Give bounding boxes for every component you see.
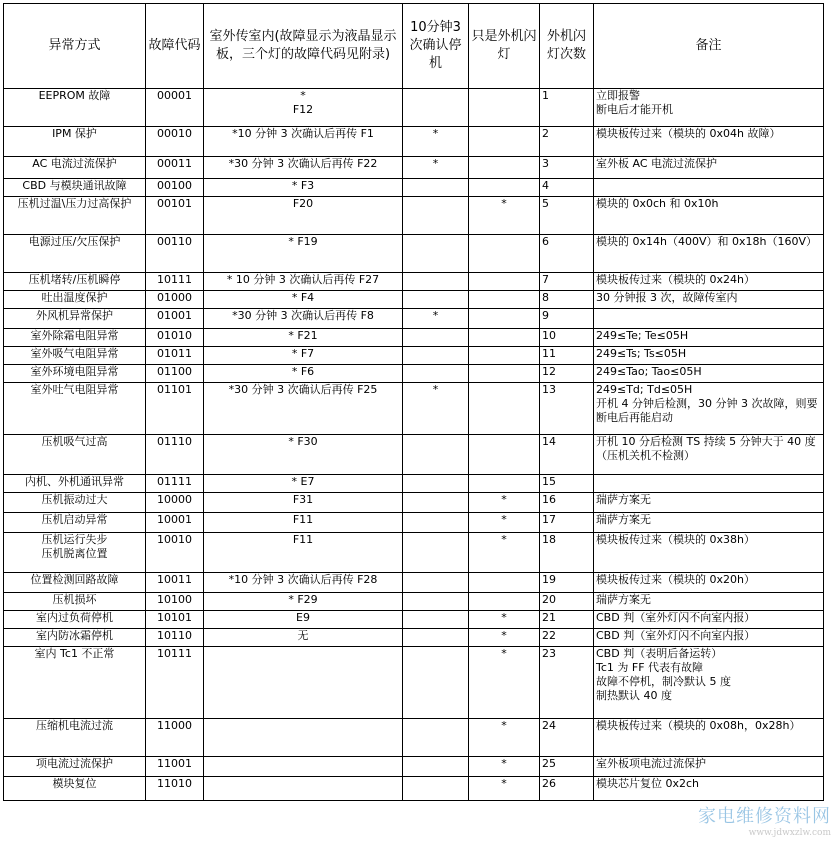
cell-confirm-mark xyxy=(403,89,469,127)
cell-flash-mark xyxy=(469,475,540,493)
table-row xyxy=(4,309,824,329)
cell-confirm-mark xyxy=(403,777,469,801)
cell-flash-mark xyxy=(469,573,540,593)
cell-fault-code: 00100 xyxy=(146,179,204,197)
cell-flash-count: 16 xyxy=(540,493,594,513)
cell-confirm-mark xyxy=(403,179,469,197)
cell-remark: 30 分钟报 3 次，故障传室内 xyxy=(594,291,824,309)
cell-flash-mark: * xyxy=(469,757,540,777)
cell-flash-mark xyxy=(469,157,540,179)
cell-indoor-code: * F7 xyxy=(204,347,403,365)
table-row xyxy=(4,435,824,475)
cell-confirm-mark xyxy=(403,291,469,309)
cell-indoor-code: E9 xyxy=(204,611,403,629)
cell-fault-mode: 压机损坏 xyxy=(4,593,146,611)
table-row xyxy=(4,347,824,365)
cell-fault-code: 10100 xyxy=(146,593,204,611)
cell-flash-count: 12 xyxy=(540,365,594,383)
cell-remark: 249≤Te; Te≤05H xyxy=(594,329,824,347)
cell-flash-count: 4 xyxy=(540,179,594,197)
cell-flash-mark xyxy=(469,273,540,291)
cell-flash-count: 8 xyxy=(540,291,594,309)
cell-confirm-mark xyxy=(403,235,469,273)
cell-confirm-mark: * xyxy=(403,383,469,435)
cell-confirm-mark xyxy=(403,347,469,365)
cell-confirm-mark xyxy=(403,611,469,629)
cell-fault-code: 01101 xyxy=(146,383,204,435)
cell-indoor-code: *30 分钟 3 次确认后再传 F22 xyxy=(204,157,403,179)
cell-indoor-code: F20 xyxy=(204,197,403,235)
cell-remark: 249≤Td; Td≤05H 开机 4 分钟后检测，30 分钟 3 次故障，则要断电后再能启动 xyxy=(594,383,824,435)
cell-flash-mark: * xyxy=(469,513,540,533)
cell-fault-code: 01011 xyxy=(146,347,204,365)
cell-fault-mode: 室内防冰霜停机 xyxy=(4,629,146,647)
cell-fault-mode: 室内 Tc1 不正常 xyxy=(4,647,146,719)
cell-remark: 模块板传过来（模块的 0x24h） xyxy=(594,273,824,291)
cell-flash-count: 20 xyxy=(540,593,594,611)
cell-flash-mark xyxy=(469,89,540,127)
cell-confirm-mark xyxy=(403,757,469,777)
cell-fault-code: 11010 xyxy=(146,777,204,801)
cell-fault-code: 00010 xyxy=(146,127,204,157)
cell-flash-mark: * xyxy=(469,629,540,647)
cell-fault-mode: 压机运行失步 压机脱离位置 xyxy=(4,533,146,573)
cell-flash-mark xyxy=(469,347,540,365)
cell-flash-count: 25 xyxy=(540,757,594,777)
cell-flash-mark xyxy=(469,329,540,347)
cell-flash-count: 17 xyxy=(540,513,594,533)
cell-flash-count: 7 xyxy=(540,273,594,291)
cell-flash-count: 22 xyxy=(540,629,594,647)
cell-flash-count: 19 xyxy=(540,573,594,593)
table-row xyxy=(4,629,824,647)
cell-confirm-mark: * xyxy=(403,127,469,157)
cell-flash-count: 15 xyxy=(540,475,594,493)
cell-flash-count: 26 xyxy=(540,777,594,801)
table-row xyxy=(4,647,824,719)
cell-remark: 模块的 0x0ch 和 0x10h xyxy=(594,197,824,235)
cell-remark: 249≤Ts; Ts≤05H xyxy=(594,347,824,365)
watermark xyxy=(698,802,831,838)
table-row xyxy=(4,127,824,157)
cell-indoor-code: * F19 xyxy=(204,235,403,273)
cell-flash-count: 11 xyxy=(540,347,594,365)
cell-remark: 开机 10 分后检测 TS 持续 5 分钟大于 40 度（压机关机不检测） xyxy=(594,435,824,475)
cell-fault-mode: 位置检测回路故障 xyxy=(4,573,146,593)
cell-confirm-mark xyxy=(403,329,469,347)
cell-indoor-code: *30 分钟 3 次确认后再传 F8 xyxy=(204,309,403,329)
cell-confirm-mark xyxy=(403,197,469,235)
cell-confirm-mark xyxy=(403,593,469,611)
table-row xyxy=(4,383,824,435)
table-row xyxy=(4,291,824,309)
table-row xyxy=(4,475,824,493)
cell-remark xyxy=(594,309,824,329)
cell-fault-mode: 压机过温\压力过高保护 xyxy=(4,197,146,235)
header-fault-mode: 异常方式 xyxy=(4,4,146,89)
cell-flash-mark xyxy=(469,291,540,309)
cell-flash-count: 24 xyxy=(540,719,594,757)
table-row xyxy=(4,719,824,757)
cell-indoor-code: * F29 xyxy=(204,593,403,611)
watermark-title: 家电维修资料网 xyxy=(698,806,831,827)
cell-flash-mark xyxy=(469,383,540,435)
cell-flash-mark: * xyxy=(469,611,540,629)
cell-remark: 立即报警 断电后才能开机 xyxy=(594,89,824,127)
cell-flash-mark: * xyxy=(469,647,540,719)
cell-fault-mode: 室外吸气电阻异常 xyxy=(4,347,146,365)
cell-remark: 室外板项电流过流保护 xyxy=(594,757,824,777)
cell-fault-mode: 室外吐气电阻异常 xyxy=(4,383,146,435)
table-row xyxy=(4,493,824,513)
cell-confirm-mark: * xyxy=(403,309,469,329)
cell-flash-count: 10 xyxy=(540,329,594,347)
cell-flash-count: 1 xyxy=(540,89,594,127)
cell-remark xyxy=(594,475,824,493)
header-outdoor-to-indoor: 室外传室内(故障显示为液晶显示板，三个灯的故障代码见附录) xyxy=(204,4,403,89)
cell-flash-count: 14 xyxy=(540,435,594,475)
cell-flash-mark: * xyxy=(469,493,540,513)
cell-flash-count: 23 xyxy=(540,647,594,719)
cell-fault-mode: 室外除霜电阻异常 xyxy=(4,329,146,347)
cell-fault-mode: 模块复位 xyxy=(4,777,146,801)
cell-fault-code: 10010 xyxy=(146,533,204,573)
cell-remark: 模块芯片复位 0x2ch xyxy=(594,777,824,801)
cell-indoor-code xyxy=(204,777,403,801)
cell-flash-mark xyxy=(469,593,540,611)
cell-fault-code: 10000 xyxy=(146,493,204,513)
cell-remark: 模块的 0x14h（400V）和 0x18h（160V） xyxy=(594,235,824,273)
cell-confirm-mark xyxy=(403,365,469,383)
cell-indoor-code: F11 xyxy=(204,533,403,573)
table-row xyxy=(4,593,824,611)
table-row xyxy=(4,573,824,593)
cell-remark: 瑞萨方案无 xyxy=(594,593,824,611)
cell-flash-mark: * xyxy=(469,197,540,235)
table-row xyxy=(4,273,824,291)
cell-flash-mark xyxy=(469,435,540,475)
cell-fault-mode: 压机堵转/压机瞬停 xyxy=(4,273,146,291)
cell-flash-count: 9 xyxy=(540,309,594,329)
cell-remark: 模块板传过来（模块的 0x08h，0x28h） xyxy=(594,719,824,757)
cell-flash-mark: * xyxy=(469,719,540,757)
header-remark: 备注 xyxy=(594,4,824,89)
cell-fault-mode: IPM 保护 xyxy=(4,127,146,157)
table-row xyxy=(4,157,824,179)
cell-fault-mode: AC 电流过流保护 xyxy=(4,157,146,179)
cell-indoor-code: * F30 xyxy=(204,435,403,475)
cell-indoor-code xyxy=(204,719,403,757)
cell-indoor-code: * 10 分钟 3 次确认后再传 F27 xyxy=(204,273,403,291)
cell-flash-mark xyxy=(469,309,540,329)
cell-remark: 模块板传过来（模块的 0x04h 故障） xyxy=(594,127,824,157)
cell-remark: CBD 判（表明后备运转） Tc1 为 FF 代表有故障 故障不停机，制冷默认 5 度 制热默认 40 度 xyxy=(594,647,824,719)
cell-fault-code: 01000 xyxy=(146,291,204,309)
cell-indoor-code: F11 xyxy=(204,513,403,533)
cell-flash-count: 21 xyxy=(540,611,594,629)
cell-indoor-code: * E7 xyxy=(204,475,403,493)
table-row xyxy=(4,513,824,533)
cell-indoor-code: * F6 xyxy=(204,365,403,383)
table-row xyxy=(4,611,824,629)
cell-fault-mode: 外风机异常保护 xyxy=(4,309,146,329)
cell-indoor-code: * F4 xyxy=(204,291,403,309)
cell-remark: CBD 判（室外灯闪不向室内报） xyxy=(594,629,824,647)
cell-fault-code: 11001 xyxy=(146,757,204,777)
cell-indoor-code: * F21 xyxy=(204,329,403,347)
cell-indoor-code: *10 分钟 3 次确认后再传 F1 xyxy=(204,127,403,157)
cell-flash-mark xyxy=(469,179,540,197)
cell-fault-code: 01111 xyxy=(146,475,204,493)
table-row xyxy=(4,329,824,347)
cell-fault-code: 01001 xyxy=(146,309,204,329)
cell-remark: 瑞萨方案无 xyxy=(594,493,824,513)
cell-indoor-code: * F3 xyxy=(204,179,403,197)
cell-flash-count: 2 xyxy=(540,127,594,157)
cell-fault-mode: EEPROM 故障 xyxy=(4,89,146,127)
cell-indoor-code: *10 分钟 3 次确认后再传 F28 xyxy=(204,573,403,593)
cell-fault-code: 10011 xyxy=(146,573,204,593)
table-row xyxy=(4,757,824,777)
cell-remark: CBD 判（室外灯闪不向室内报） xyxy=(594,611,824,629)
cell-remark: 模块板传过来（模块的 0x20h） xyxy=(594,573,824,593)
header-fault-code: 故障代码 xyxy=(146,4,204,89)
cell-fault-mode: 室外环境电阻异常 xyxy=(4,365,146,383)
cell-indoor-code: 无 xyxy=(204,629,403,647)
cell-remark: 室外板 AC 电流过流保护 xyxy=(594,157,824,179)
header-flash-count: 外机闪灯次数 xyxy=(540,4,594,89)
table-row xyxy=(4,777,824,801)
cell-fault-code: 10110 xyxy=(146,629,204,647)
cell-flash-count: 18 xyxy=(540,533,594,573)
table-row xyxy=(4,89,824,127)
cell-confirm-mark xyxy=(403,513,469,533)
cell-confirm-mark xyxy=(403,533,469,573)
cell-confirm-mark xyxy=(403,573,469,593)
table-row xyxy=(4,197,824,235)
cell-fault-code: 10111 xyxy=(146,647,204,719)
cell-indoor-code xyxy=(204,757,403,777)
table-body xyxy=(4,89,824,801)
cell-fault-code: 01110 xyxy=(146,435,204,475)
header-row xyxy=(4,4,824,89)
cell-flash-mark xyxy=(469,127,540,157)
cell-remark: 模块板传过来（模块的 0x38h） xyxy=(594,533,824,573)
header-confirm-stop: 10分钟3次确认停机 xyxy=(403,4,469,89)
table-row xyxy=(4,179,824,197)
cell-flash-count: 5 xyxy=(540,197,594,235)
cell-indoor-code xyxy=(204,647,403,719)
cell-fault-code: 11000 xyxy=(146,719,204,757)
cell-remark: 瑞萨方案无 xyxy=(594,513,824,533)
table-row xyxy=(4,533,824,573)
cell-fault-mode: 压机振动过大 xyxy=(4,493,146,513)
cell-fault-code: 00101 xyxy=(146,197,204,235)
fault-code-table xyxy=(3,3,824,801)
cell-remark xyxy=(594,179,824,197)
cell-flash-count: 6 xyxy=(540,235,594,273)
cell-fault-code: 10001 xyxy=(146,513,204,533)
cell-fault-mode: 压缩机电流过流 xyxy=(4,719,146,757)
cell-fault-code: 00001 xyxy=(146,89,204,127)
cell-flash-count: 13 xyxy=(540,383,594,435)
cell-fault-code: 00110 xyxy=(146,235,204,273)
cell-flash-count: 3 xyxy=(540,157,594,179)
cell-confirm-mark xyxy=(403,435,469,475)
table-row xyxy=(4,365,824,383)
cell-flash-mark: * xyxy=(469,777,540,801)
cell-indoor-code: * F12 xyxy=(204,89,403,127)
cell-indoor-code: F31 xyxy=(204,493,403,513)
cell-fault-mode: 吐出温度保护 xyxy=(4,291,146,309)
cell-confirm-mark xyxy=(403,629,469,647)
cell-fault-code: 10101 xyxy=(146,611,204,629)
cell-fault-code: 00011 xyxy=(146,157,204,179)
cell-fault-code: 01010 xyxy=(146,329,204,347)
cell-fault-mode: 内机、外机通讯异常 xyxy=(4,475,146,493)
cell-remark: 249≤Tao; Tao≤05H xyxy=(594,365,824,383)
cell-fault-code: 01100 xyxy=(146,365,204,383)
cell-confirm-mark xyxy=(403,493,469,513)
cell-fault-mode: CBD 与模块通讯故障 xyxy=(4,179,146,197)
cell-fault-mode: 电源过压/欠压保护 xyxy=(4,235,146,273)
cell-flash-mark xyxy=(469,365,540,383)
cell-confirm-mark xyxy=(403,647,469,719)
table-row xyxy=(4,235,824,273)
cell-confirm-mark xyxy=(403,719,469,757)
watermark-url: www.jdwxzlw.com xyxy=(748,828,831,838)
cell-confirm-mark: * xyxy=(403,157,469,179)
header-outdoor-flash-only: 只是外机闪灯 xyxy=(469,4,540,89)
cell-fault-mode: 项电流过流保护 xyxy=(4,757,146,777)
cell-fault-mode: 压机启动异常 xyxy=(4,513,146,533)
cell-fault-code: 10111 xyxy=(146,273,204,291)
cell-flash-mark: * xyxy=(469,533,540,573)
cell-indoor-code: *30 分钟 3 次确认后再传 F25 xyxy=(204,383,403,435)
cell-confirm-mark xyxy=(403,273,469,291)
cell-flash-mark xyxy=(469,235,540,273)
cell-fault-mode: 室内过负荷停机 xyxy=(4,611,146,629)
cell-confirm-mark xyxy=(403,475,469,493)
cell-fault-mode: 压机吸气过高 xyxy=(4,435,146,475)
